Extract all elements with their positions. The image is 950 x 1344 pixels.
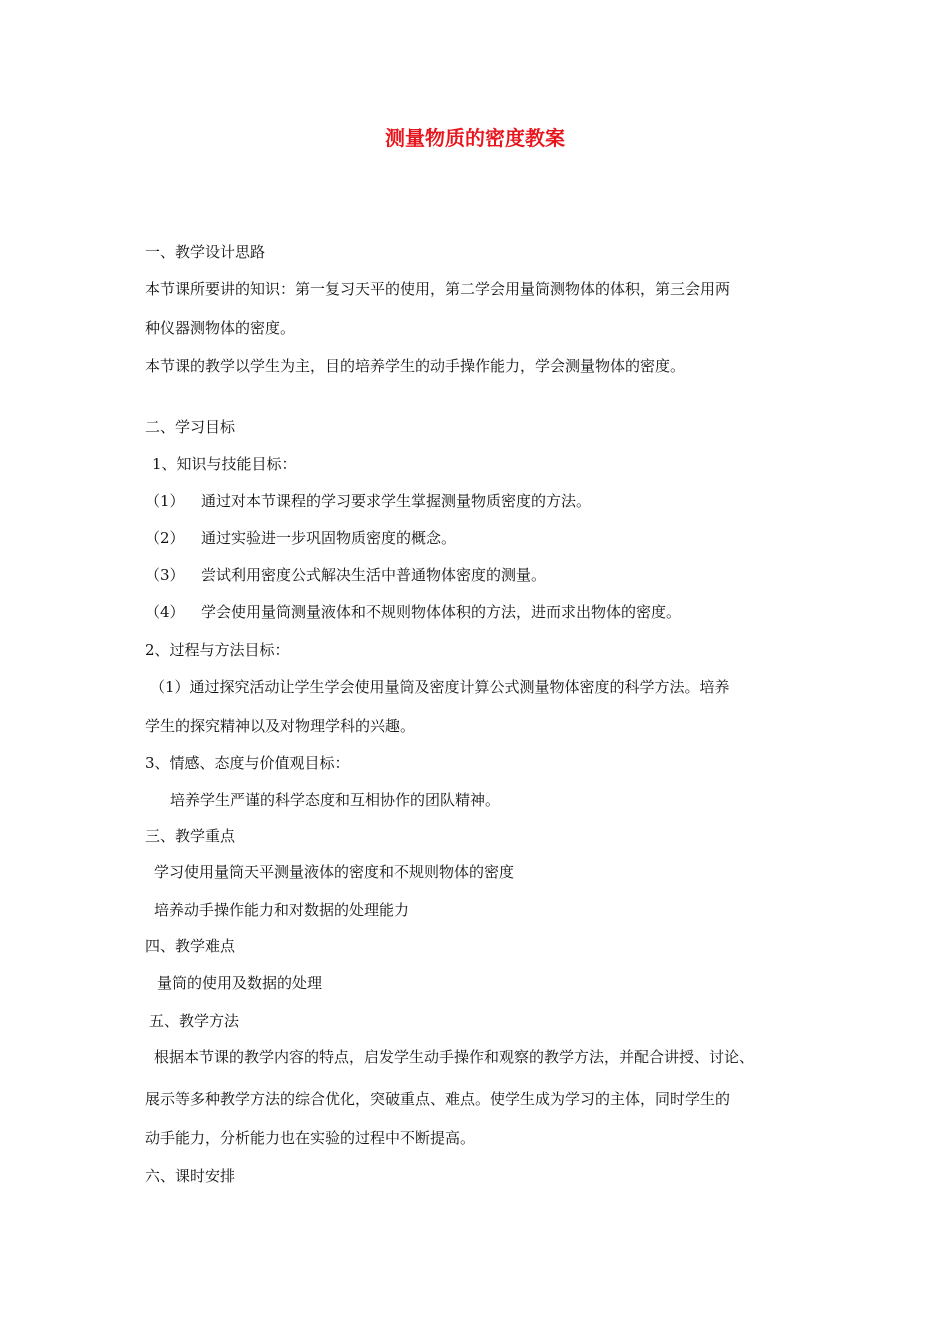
list-item-text: 通过对本节课程的学习要求学生掌握测量物质密度的方法。 [201,492,592,510]
paragraph-methods-c: 动手能力，分析能力也在实验的过程中不断提高。 [145,1129,476,1147]
subheading-emotion: 3、情感、态度与价值观目标： [145,754,350,772]
subheading-knowledge: 1、知识与技能目标： [152,455,297,473]
paragraph-difficulty: 量筒的使用及数据的处理 [157,974,323,992]
section-heading-design: 一、教学设计思路 [145,243,266,261]
list-item-number: （2） [145,529,185,547]
subheading-process: 2、过程与方法目标： [145,641,290,659]
paragraph-process-b: 学生的探究精神以及对物理学科的兴趣。 [145,717,416,735]
section-heading-objectives: 二、学习目标 [145,418,236,436]
list-item-number: （4） [145,603,185,621]
list-item-number: （3） [145,566,185,584]
list-item-number: （1） [145,492,185,510]
section-heading-key-points: 三、教学重点 [145,827,236,845]
list-item [145,565,546,585]
paragraph-design-1b: 种仪器测物体的密度。 [145,319,296,337]
list-item-text: 通过实验进一步巩固物质密度的概念。 [201,529,457,547]
list-item-text: 学会使用量筒测量液体和不规则物体体积的方法，进而求出物体的密度。 [201,603,682,621]
section-heading-methods: 五、教学方法 [149,1012,240,1030]
paragraph-methods-a: 根据本节课的教学内容的特点，启发学生动手操作和观察的教学方法，并配合讲授、讨论、 [154,1048,755,1066]
document-title: 测量物质的密度教案 [385,126,565,150]
list-item [145,528,456,548]
list-item [145,602,681,622]
paragraph-methods-b: 展示等多种教学方法的综合优化，突破重点、难点。使学生成为学习的主体，同时学生的 [145,1090,731,1108]
section-heading-schedule: 六、课时安排 [145,1167,236,1185]
paragraph-design-1a: 本节课所要讲的知识：第一复习天平的使用，第二学会用量筒测物体的体积，第三会用两 [145,280,731,298]
paragraph-emotion: 培养学生严谨的科学态度和互相协作的团队精神。 [170,791,501,809]
paragraph-key-point-1: 学习使用量筒天平测量液体的密度和不规则物体的密度 [154,863,515,881]
list-item [145,491,591,511]
list-item-text: 尝试利用密度公式解决生活中普通物体密度的测量。 [201,566,547,584]
paragraph-key-point-2: 培养动手操作能力和对数据的处理能力 [154,901,410,919]
section-heading-difficulties: 四、教学难点 [145,937,236,955]
paragraph-design-2: 本节课的教学以学生为主，目的培养学生的动手操作能力，学会测量物体的密度。 [145,357,686,375]
paragraph-process-a: （1）通过探究活动让学生学会使用量筒及密度计算公式测量物体密度的科学方法。培养 [150,678,730,696]
